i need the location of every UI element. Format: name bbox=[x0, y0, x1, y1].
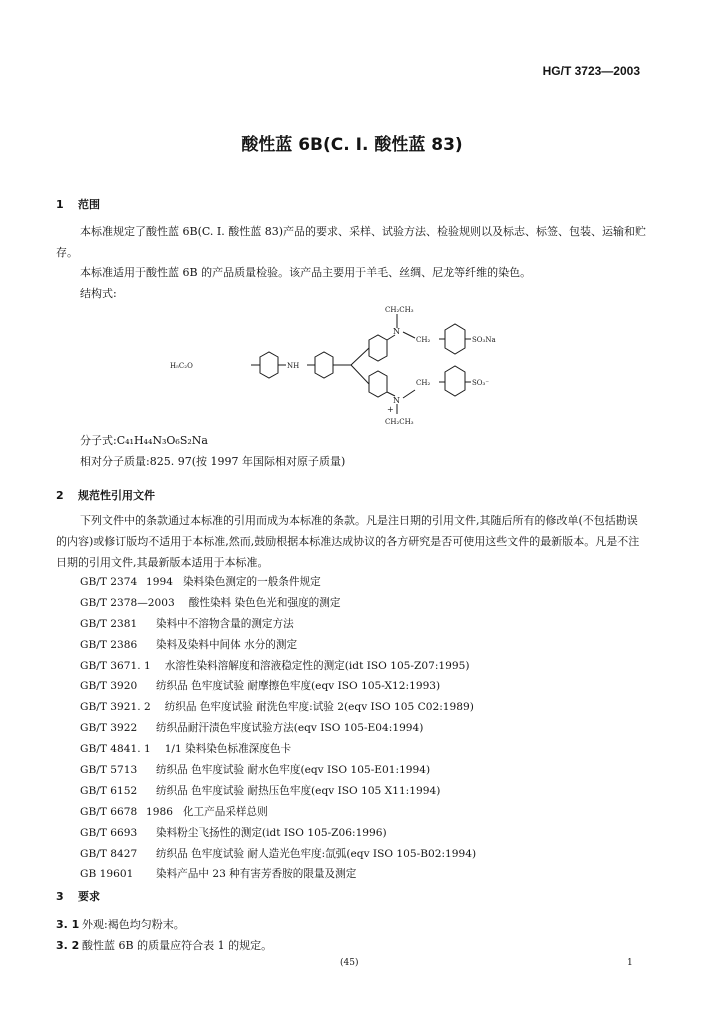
reference-item bbox=[80, 739, 476, 760]
reference-title: 纺织品 色牢度试验 耐人造光色牢度:氙弧(eqv ISO 105-B02:1994) bbox=[156, 847, 477, 860]
reference-title: 染料及染料中间体 水分的测定 bbox=[156, 638, 298, 651]
reference-title: 纺织品 色牢度试验 耐洗色牢度:试验 2(eqv ISO 105 C02:1989) bbox=[164, 701, 474, 714]
reference-title: 染料粉尘飞扬性的测定(idt ISO 105-Z06:1996) bbox=[156, 826, 387, 839]
requirement-3-1 bbox=[56, 916, 185, 932]
top-ethyl-label: CH₂CH₃ bbox=[385, 306, 414, 314]
top-nitrogen-label: N bbox=[393, 327, 400, 336]
reference-title: 纺织品耐汗渍色牢度试验方法(eqv ISO 105-E04:1994) bbox=[156, 722, 424, 735]
top-ch2-label: CH₂ bbox=[416, 336, 431, 344]
reference-item bbox=[80, 760, 476, 781]
molecular-formula: 分子式:C₄₁H₄₄N₃O₆S₂Na bbox=[80, 434, 208, 447]
reference-title: 染料染色测定的一般条件规定 bbox=[182, 576, 321, 588]
plus-charge-label: + bbox=[387, 405, 394, 414]
bottom-ch2-label: CH₂ bbox=[416, 379, 431, 387]
reference-code: GB/T 4841. 1 bbox=[80, 743, 151, 756]
section-2-heading bbox=[56, 487, 155, 503]
reference-code: GB 19601 bbox=[80, 868, 134, 881]
reference-code: GB/T 6152 bbox=[80, 784, 138, 797]
reference-list bbox=[80, 572, 476, 885]
scope-paragraph-2: 本标准适用于酸性蓝 6B 的产品质量检验。该产品主要用于羊毛、丝绸、尼龙等纤维的染色。 bbox=[80, 266, 532, 279]
reference-title: 纺织品 色牢度试验 耐热压色牢度(eqv ISO 105 X11:1994) bbox=[156, 784, 441, 797]
ethoxy-label: H₅C₂O bbox=[170, 362, 193, 370]
reference-code: GB/T 6693 bbox=[80, 826, 138, 839]
reference-code: GB/T 3671. 1 bbox=[80, 659, 151, 672]
reference-code: GB/T 2374 bbox=[80, 576, 138, 588]
reference-code: GB/T 2381 bbox=[80, 617, 138, 630]
clause-number: 3. 2 bbox=[56, 939, 80, 952]
reference-code: GB/T 3921. 2 bbox=[80, 701, 151, 714]
reference-code: GB/T 3922 bbox=[80, 722, 138, 735]
sulfonate-anion-label: SO₃⁻ bbox=[472, 379, 490, 387]
reference-code: GB/T 2386 bbox=[80, 638, 138, 651]
requirement-3-2 bbox=[56, 937, 272, 953]
section-title: 范围 bbox=[78, 198, 100, 211]
reference-title: 染料产品中 23 种有害芳香胺的限量及测定 bbox=[156, 868, 357, 881]
section-number: 1 bbox=[56, 198, 64, 211]
sodium-sulfonate-label: SO₃Na bbox=[472, 336, 496, 344]
reference-code: GB/T 6678 bbox=[80, 805, 138, 818]
structural-formula bbox=[165, 300, 545, 432]
reference-item bbox=[80, 676, 476, 697]
clause-text: 酸性蓝 6B 的质量应符合表 1 的规定。 bbox=[82, 939, 273, 952]
reference-code: GB/T 3920 bbox=[80, 680, 138, 693]
structure-label: 结构式: bbox=[80, 287, 117, 300]
reference-item bbox=[80, 593, 476, 614]
standard-code: HG/T 3723—2003 bbox=[542, 64, 640, 78]
reference-item bbox=[80, 635, 476, 656]
clause-number: 3. 1 bbox=[56, 918, 80, 931]
page-number: 1 bbox=[627, 958, 633, 968]
reference-code: GB/T 2378—2003 bbox=[80, 596, 175, 609]
reference-item bbox=[80, 823, 476, 844]
normative-references-paragraph: 下列文件中的条款通过本标准的引用而成为本标准的条款。凡是注日期的引用文件,其随后所有的修改单(不包括勘误的内容)或修订版均不适用于本标准,然而,鼓励根据本标准达成协议的各方研究是否可使用这些文件的最新版本。凡是不注日期的引用文件,其最新版本适用于本标准。 bbox=[56, 514, 640, 569]
reference-item bbox=[80, 844, 476, 865]
footer-sequence: (45) bbox=[340, 958, 359, 968]
reference-item bbox=[80, 864, 476, 885]
page-title: 酸性蓝 6B(C. I. 酸性蓝 83) bbox=[241, 135, 463, 155]
molecular-mass: 相对分子质量:825. 97(按 1997 年国际相对原子质量) bbox=[80, 455, 346, 468]
reference-title: 化工产品采样总则 bbox=[182, 805, 268, 818]
section-number: 2 bbox=[56, 489, 64, 502]
section-title: 规范性引用文件 bbox=[78, 489, 155, 502]
reference-item bbox=[80, 718, 476, 739]
reference-item bbox=[80, 572, 476, 593]
reference-code: GB/T 5713 bbox=[80, 764, 138, 777]
section-3-heading bbox=[56, 888, 100, 904]
reference-year: 1994 bbox=[146, 576, 173, 588]
bottom-nitrogen-label: N bbox=[393, 396, 400, 405]
reference-title: 酸性染料 染色色光和强度的测定 bbox=[188, 596, 341, 609]
reference-title: 纺织品 色牢度试验 耐摩擦色牢度(eqv ISO 105-X12:1993) bbox=[156, 680, 441, 693]
reference-year: 1986 bbox=[146, 805, 173, 818]
section-1-heading bbox=[56, 196, 100, 212]
section-title: 要求 bbox=[78, 890, 100, 903]
reference-item bbox=[80, 656, 476, 677]
reference-title: 水溶性染料溶解度和溶液稳定性的测定(idt ISO 105-Z07:1995) bbox=[164, 659, 470, 672]
clause-text: 外观:褐色均匀粉末。 bbox=[82, 918, 185, 931]
reference-code: GB/T 8427 bbox=[80, 847, 138, 860]
nh-label: NH bbox=[287, 362, 300, 370]
reference-title: 染料中不溶物含量的测定方法 bbox=[156, 617, 294, 630]
reference-item bbox=[80, 781, 476, 802]
reference-title: 1/1 染料染色标准深度色卡 bbox=[164, 743, 292, 756]
reference-title: 纺织品 色牢度试验 耐水色牢度(eqv ISO 105-E01:1994) bbox=[156, 764, 431, 777]
section-number: 3 bbox=[56, 890, 64, 903]
reference-item bbox=[80, 614, 476, 635]
scope-paragraph-1: 本标准规定了酸性蓝 6B(C. I. 酸性蓝 83)产品的要求、采样、试验方法、检验规则以及标志、标签、包装、运输和贮存。 bbox=[56, 225, 647, 259]
bottom-ethyl-label: CH₂CH₃ bbox=[385, 418, 414, 426]
reference-item bbox=[80, 802, 476, 823]
reference-item bbox=[80, 697, 476, 718]
